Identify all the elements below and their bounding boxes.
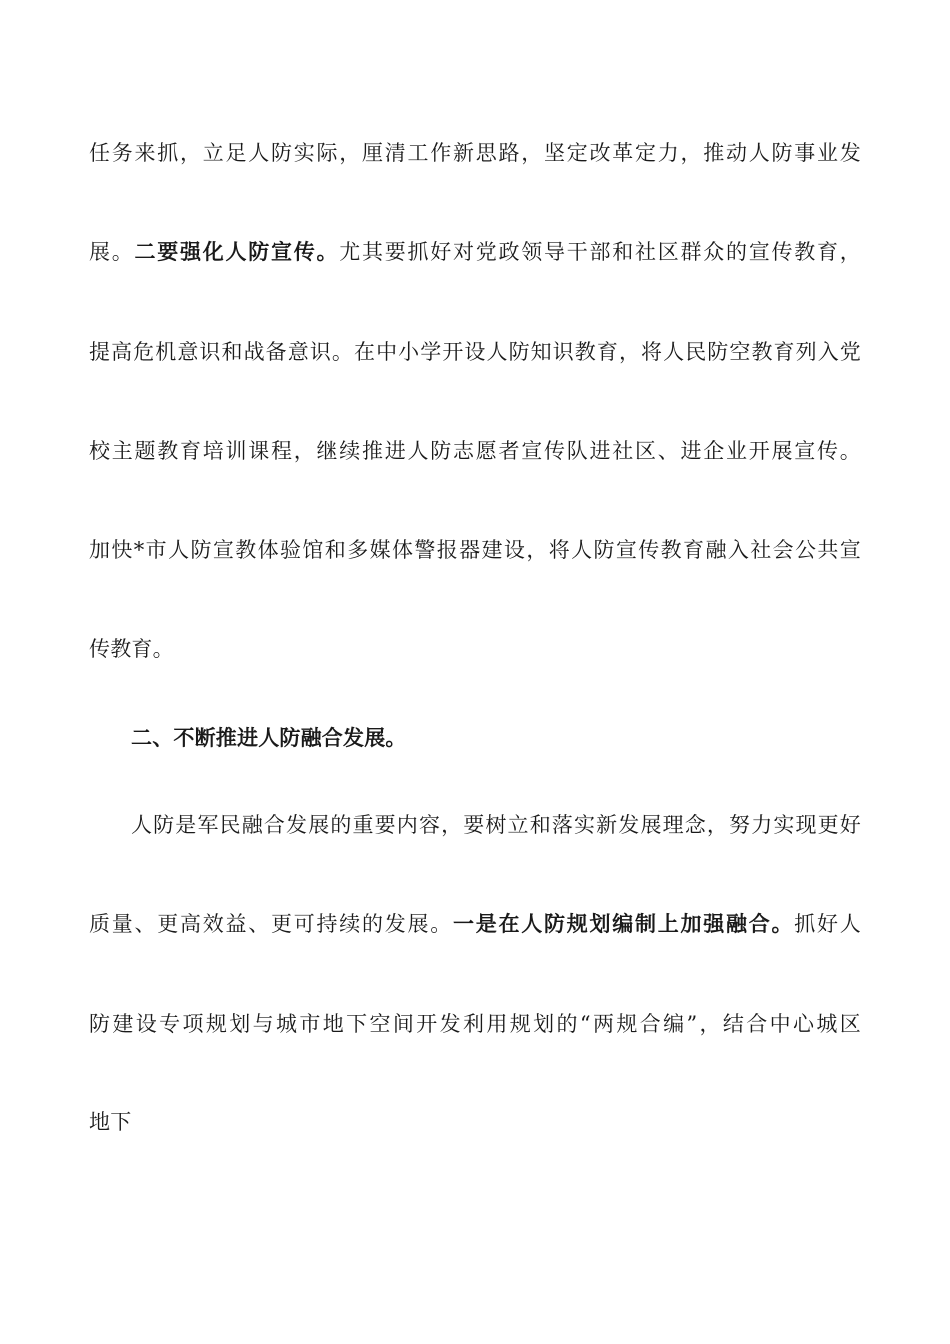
- line-text: 抓好人: [794, 912, 861, 936]
- line-text: 防建设专项规划与城市地下空间开发利用规划的“两规合编”，结合中心城区: [89, 1012, 861, 1036]
- paragraph-line: [131, 810, 861, 840]
- bold-lead-sentence: 一是在人防规划编制上加强融合。: [453, 911, 795, 936]
- line-text: 加快*市人防宣教体验馆和多媒体警报器建设，将人防宣传教育融入社会公共宣: [89, 538, 861, 562]
- line-text: 任务来抓，立足人防实际，厘清工作新思路，坚定改革定力，推动人防事业发: [89, 141, 861, 165]
- paragraph-line: [89, 634, 861, 664]
- paragraph-line: [89, 535, 861, 565]
- section-heading: [131, 723, 861, 753]
- line-text: 提高危机意识和战备意识。在中小学开设人防知识教育，将人民防空教育列入党: [89, 340, 861, 364]
- line-text: 传教育。: [89, 637, 174, 661]
- paragraph-line: [89, 909, 861, 939]
- line-text: 校主题教育培训课程，继续推进人防志愿者宣传队进社区、进企业开展宣传。: [89, 439, 861, 463]
- line-text: 展。: [89, 240, 135, 264]
- bold-lead-sentence: 二要强化人防宣传。: [134, 239, 340, 264]
- paragraph-line: [89, 237, 861, 267]
- paragraph-line: [89, 1107, 861, 1137]
- section-heading-text: 二、不断推进人防融合发展。: [131, 725, 407, 750]
- line-text: 尤其要抓好对党政领导干部和社区群众的宣传教育，: [339, 240, 861, 264]
- line-text: 地下: [89, 1110, 132, 1134]
- paragraph-line: [89, 436, 861, 466]
- paragraph-line: [89, 337, 861, 367]
- line-text: 人防是军民融合发展的重要内容，要树立和落实新发展理念，努力实现更好: [131, 813, 861, 837]
- paragraph-line: [89, 1009, 861, 1039]
- line-text: 质量、更高效益、更可持续的发展。: [89, 912, 454, 936]
- paragraph-line: [89, 138, 861, 168]
